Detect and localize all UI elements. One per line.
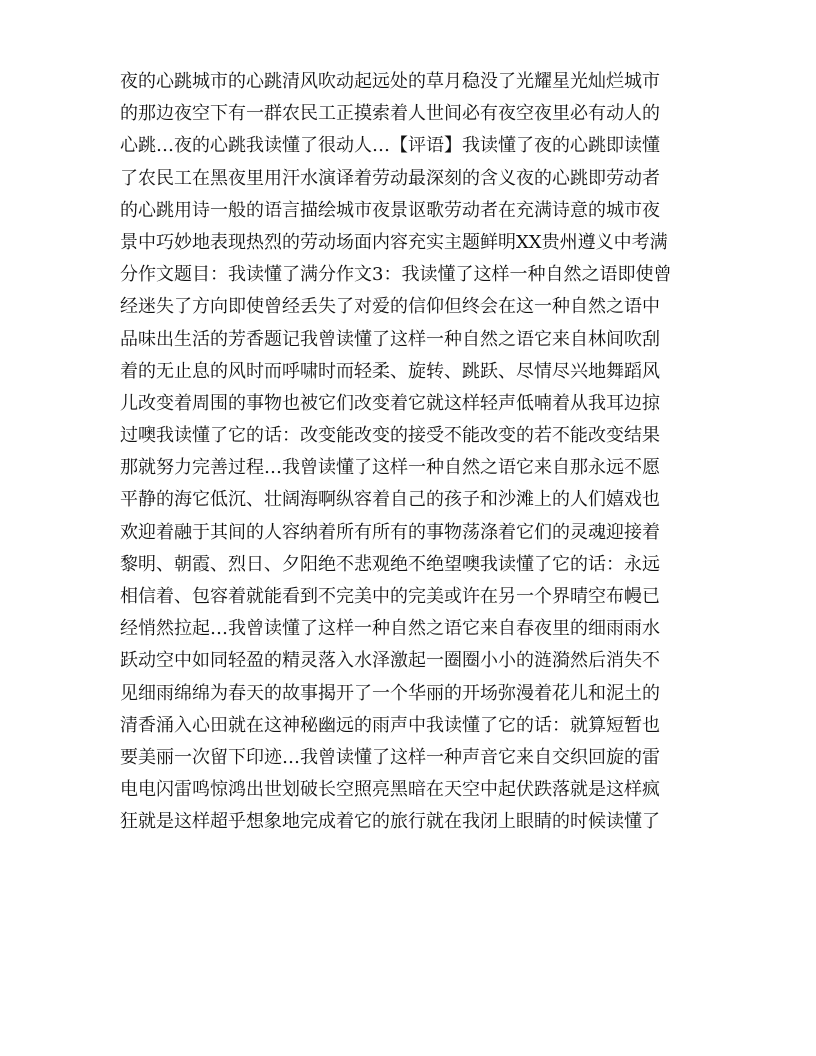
text-line: 见细雨绵绵为春天的故事揭开了一个华丽的开场弥漫着花儿和泥土的 <box>120 682 660 704</box>
text-line: 经迷失了方向即使曾经丢失了对爱的信仰但终会在这一种自然之语中 <box>120 296 660 318</box>
text-line: 平静的海它低沉、壮阔海啊纵容着自己的孩子和沙滩上的人们嬉戏也 <box>120 489 660 511</box>
text-line: 清香涌入心田就在这神秘幽远的雨声中我读懂了它的话：就算短暂也 <box>120 714 660 736</box>
text-line: 欢迎着融于其间的人容纳着所有所有的事物荡涤着它们的灵魂迎接着 <box>120 521 660 543</box>
text-line: 电电闪雷鸣惊鸿出世划破长空照亮黑暗在天空中起伏跌落就是这样疯 <box>120 779 660 801</box>
text-line: 的心跳用诗一般的语言描绘城市夜景讴歌劳动者在充满诗意的城市夜 <box>120 199 660 221</box>
text-line: 心跳…夜的心跳我读懂了很动人…【评语】我读懂了夜的心跳即读懂 <box>120 135 660 157</box>
text-line: 品味出生活的芳香题记我曾读懂了这样一种自然之语它来自林间吹刮 <box>120 328 660 350</box>
text-line: 那就努力完善过程…我曾读懂了这样一种自然之语它来自那永远不愿 <box>120 457 660 479</box>
text-line: 要美丽一次留下印迹…我曾读懂了这样一种声音它来自交织回旋的雷 <box>120 746 660 768</box>
text-line: 黎明、朝霞、烈日、夕阳绝不悲观绝不绝望噢我读懂了它的话：永远 <box>120 553 660 575</box>
text-line: 过噢我读懂了它的话：改变能改变的接受不能改变的若不能改变结果 <box>120 425 660 447</box>
text-line: 分作文题目：我读懂了满分作文3：我读懂了这样一种自然之语即使曾 <box>120 264 672 286</box>
text-line: 儿改变着周围的事物也被它们改变着它就这样轻声低喃着从我耳边掠 <box>120 392 660 414</box>
text-line: 跃动空中如同轻盈的精灵落入水泽激起一圈圈小小的涟漪然后消失不 <box>120 650 660 672</box>
text-line: 了农民工在黑夜里用汗水演译着劳动最深刻的含义夜的心跳即劳动者 <box>120 167 660 189</box>
text-line: 的那边夜空下有一群农民工正摸索着人世间必有夜空夜里必有动人的 <box>120 103 660 125</box>
text-line: 狂就是这样超乎想象地完成着它的旅行就在我闭上眼睛的时候读懂了 <box>120 811 660 833</box>
essay-text-block <box>120 66 695 839</box>
text-line: 经悄然拉起…我曾读懂了这样一种自然之语它来自春夜里的细雨雨水 <box>120 618 660 640</box>
text-line: 相信着、包容着就能看到不完美中的完美或许在另一个界晴空布幔已 <box>120 586 660 607</box>
text-line: 景中巧妙地表现热烈的劳动场面内容充实主题鲜明XX贵州遵义中考满 <box>120 231 668 253</box>
text-line: 夜的心跳城市的心跳清风吹动起远处的草月稳没了光耀星光灿烂城市 <box>120 71 660 92</box>
text-line: 着的无止息的风时而呼啸时而轻柔、旋转、跳跃、尽情尽兴地舞蹈风 <box>120 360 660 382</box>
